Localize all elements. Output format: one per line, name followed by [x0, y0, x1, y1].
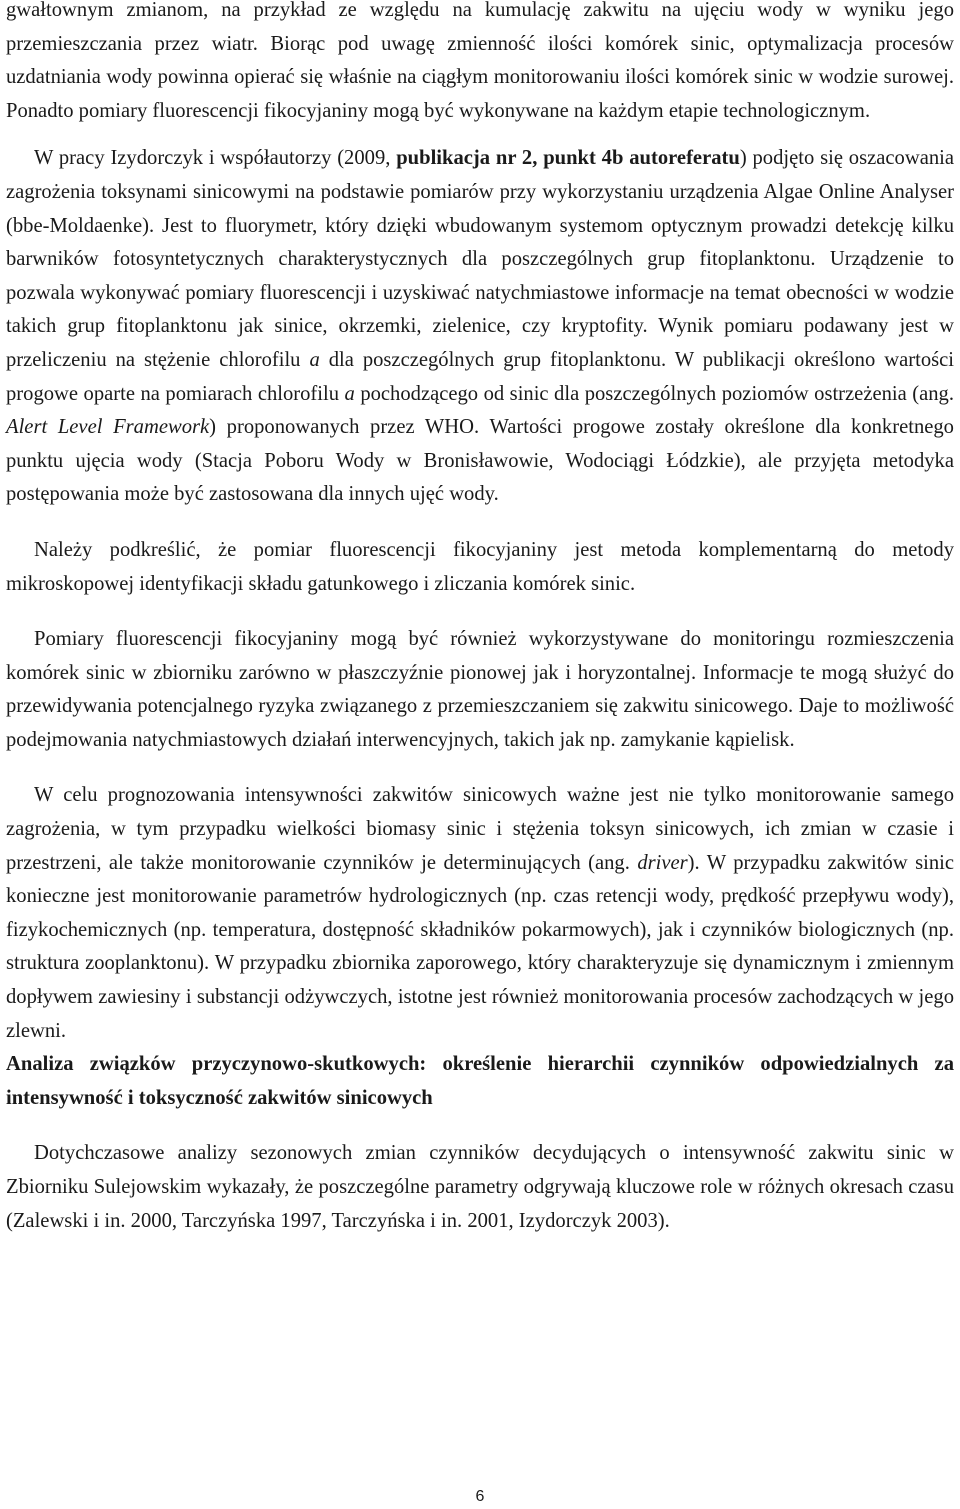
- paragraph-continuation: [6, 0, 954, 128]
- section-heading: [6, 1048, 954, 1115]
- paragraph-distribution-monitoring: [6, 623, 954, 757]
- italic-term: a: [309, 348, 320, 371]
- paragraph-text-segment: ) proponowanych przez WHO. Wartości progowe zostały określone dla konkretnego punktu ujęcia wody (Stacja Poboru Wody w Bronisławowie, Wodociągi Łódzkie), ale przyjęta metodyka postępowania może być zastosowana dla innych ujęć wody.: [6, 416, 954, 506]
- italic-term: driver: [637, 851, 688, 874]
- section-heading-text: Analiza związków przyczynowo-skutkowych: określenie hierarchii czynników odpowiedzialnych za intensywność i toksyczność zakwitów sinicowych: [6, 1053, 954, 1109]
- paragraph-text-segment: ) podjęto się oszacowania zagrożenia toksynami sinicowymi na podstawie pomiarów przy wykorzystaniu urządzenia Algae Online Analyser (bbe-Moldaenke). Jest to fluorymetr, który dzięki wbudowanym systemom optycznym prowadzi detekcję kilku barwników fotosyntetycznych charakterystycznych dla poszczególnych grup fitoplanktonu. Urządzenie to pozwala wykonywać pomiary fluorescencji i uzyskiwać natychmiastowe informacje na temat obecności w wodzie takich grup fitoplanktonu jak sinice, okrzemki, zielenice, czy kryptofity. Wynik pomiaru podawany jest w przeliczeniu na stężenie chlorofilu: [6, 147, 954, 371]
- paragraph-text: Pomiary fluorescencji fikocyjaniny mogą być również wykorzystywane do monitoringu rozmieszczenia komórek sinic w zbiorniku zarówno w płaszczyźnie pionowej jak i horyzontalnej. Informacje te mogą służyć do przewidywania potencjalnego ryzyka związanego z przemieszczaniem się zakwitu sinicowego. Daje to możliwość podejmowania natychmiastowych działań interwencyjnych, takich jak np. zamykanie kąpielisk.: [6, 628, 954, 751]
- italic-term: Alert Level Framework: [6, 416, 210, 439]
- publication-reference: publikacja nr 2, punkt 4b autoreferatu: [396, 147, 740, 170]
- document-page: [6, 0, 954, 1238]
- paragraph-bloom-forecasting: [6, 779, 954, 1048]
- paragraph-text-segment: ). W przypadku zakwitów sinic konieczne jest monitorowanie parametrów hydrologicznych (np. czas retencji wody, prędkość przepływu wody), fizykochemicznych (np. temperatura, dostępność składników pokarmowych), jak i czynników biologicznych (np. struktura zooplanktonu). W przypadku zbiornika zaporowego, który charakteryzuje się dynamicznym i zmiennym dopływem zawiesiny i substancji odżywczych, istotne jest również monitorowania procesów zachodzących w jego zlewni.: [6, 851, 954, 1042]
- paragraph-complementary-method: [6, 534, 954, 601]
- page-number: 6: [475, 1488, 485, 1505]
- paragraph-text-segment: dla poszczególnych grup fitoplanktonu. W publikacji określono wartości progowe oparte na pomiarach chlorofilu: [6, 348, 954, 405]
- paragraph-text: gwałtownym zmianom, na przykład ze względu na kumulację zakwitu na ujęciu wody w wyniku jego przemieszczania przez wiatr. Biorąc pod uwagę zmienność ilości komórek sinic, optymalizacja procesów uzdatniania wody powinna opierać się właśnie na ciągłym monitorowaniu ilości komórek sinic w wodzie surowej. Ponadto pomiary fluorescencji fikocyjaniny mogą być wykonywane na każdym etapie technologicznym.: [6, 0, 954, 122]
- paragraph-algae-online-analyser: [6, 142, 954, 512]
- paragraph-text: Należy podkreślić, że pomiar fluorescencji fikocyjaniny jest metoda komplementarną do metody mikroskopowej identyfikacji składu gatunkowego i zliczania komórek sinic.: [6, 538, 954, 595]
- italic-term: a: [344, 382, 355, 405]
- paragraph-text: Dotychczasowe analizy sezonowych zmian czynników decydujących o intensywność zakwitu sinic w Zbiorniku Sulejowskim wykazały, że poszczególne parametry odgrywają kluczowe role w różnych okresach czasu (Zalewski i in. 2000, Tarczyńska 1997, Tarczyńska i in. 2001, Izydorczyk 2003).: [6, 1142, 954, 1232]
- paragraph-seasonal-analysis: [6, 1137, 954, 1238]
- paragraph-text-segment: W celu prognozowania intensywności zakwitów sinicowych ważne jest nie tylko monitorowanie samego zagrożenia, w tym przypadku wielkości biomasy sinic i stężenia toksyn sinicowych, ich zmian w czasie i przestrzeni, ale także monitorowanie czynników je determinujących (ang.: [6, 784, 954, 874]
- paragraph-text-segment: W pracy Izydorczyk i współautorzy (2009,: [34, 147, 397, 170]
- paragraph-text-segment: pochodzącego od sinic dla poszczególnych poziomów ostrzeżenia (ang.: [354, 382, 954, 405]
